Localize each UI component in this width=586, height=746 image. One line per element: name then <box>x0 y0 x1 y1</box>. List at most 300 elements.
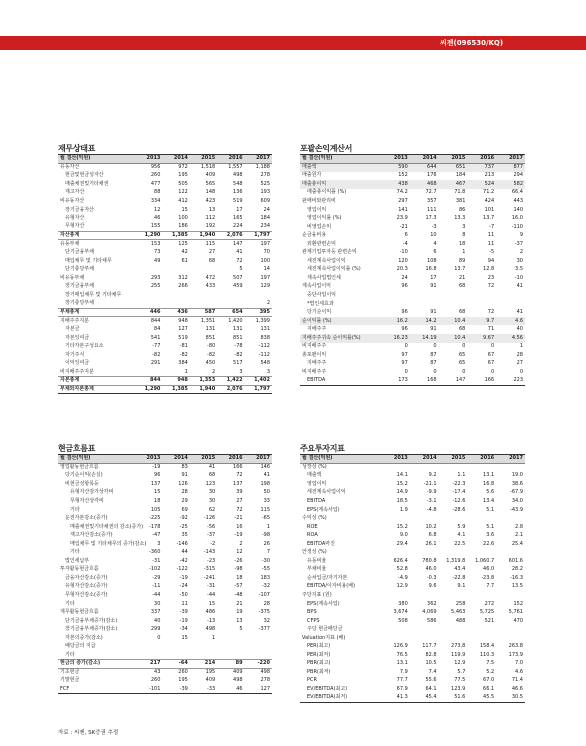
cell-value: 10.5 <box>425 660 437 667</box>
row-label: 부채총계 <box>58 308 135 317</box>
cell-value: -25 <box>179 523 188 530</box>
cell-value: -375 <box>258 609 270 616</box>
table-row <box>300 223 525 232</box>
table-row <box>58 197 272 206</box>
cell-value: 94 <box>487 257 495 264</box>
cell-value <box>135 651 162 660</box>
cell-value <box>381 625 410 634</box>
row-label: 유형자산감소(증가) <box>65 583 108 590</box>
row-label: 단기금융부채증가(감소) <box>65 617 118 624</box>
cell-value: 217 <box>135 660 162 669</box>
cell-value <box>381 300 410 309</box>
cell-value <box>467 625 496 634</box>
cell-value: -11 <box>152 583 161 590</box>
table-row <box>300 480 525 489</box>
cell-value: 0 <box>490 368 495 375</box>
cell-value: 446 <box>135 308 162 317</box>
cell-value: -4 <box>402 240 408 247</box>
table-row <box>58 257 272 266</box>
table-row <box>300 608 525 617</box>
cell-value <box>217 651 244 660</box>
cell-value <box>467 591 496 600</box>
cell-value: 498 <box>205 626 216 633</box>
row-label: 자본의증가(감소) <box>65 634 103 641</box>
cell-value <box>496 300 525 309</box>
cell-value: 41 <box>516 309 523 316</box>
cell-value: 5.9 <box>457 523 466 530</box>
cell-value: 23.9 <box>396 215 408 222</box>
cell-value: -178 <box>149 523 161 530</box>
cell-value: 844 <box>135 377 162 386</box>
cell-value: 29.4 <box>396 540 408 547</box>
cell-value: 601.6 <box>508 557 523 564</box>
table-row <box>58 497 272 506</box>
cell-value: 293 <box>150 274 161 281</box>
cell-value: -42 <box>179 557 188 564</box>
cell-value <box>381 463 410 472</box>
cell-value: 136 <box>233 189 243 196</box>
cell-value <box>381 591 410 600</box>
cell-value: 4.1 <box>457 532 466 539</box>
cell-value: 147 <box>233 240 243 247</box>
cell-value: 123 <box>205 480 216 487</box>
table-row <box>300 206 525 215</box>
cell-value: 105 <box>150 506 161 513</box>
cell-value: 83 <box>181 464 188 471</box>
table-row <box>58 600 272 609</box>
cell-value: -34 <box>179 626 188 633</box>
cell-value: -30 <box>261 557 270 564</box>
table-row <box>300 668 525 677</box>
cell-value: 1,319.8 <box>446 557 466 564</box>
cell-value: 183 <box>260 574 270 581</box>
cell-value: 101 <box>484 206 495 213</box>
cell-value: 13.3 <box>454 215 466 222</box>
cell-value: 100 <box>178 215 188 222</box>
cell-value: -44 <box>152 592 161 599</box>
row-label: 현금의 증가(감소) <box>58 660 135 669</box>
cell-value: 46.0 <box>425 566 437 573</box>
cell-value: -110 <box>511 223 523 230</box>
cell-value: 137 <box>233 480 243 487</box>
table-row <box>58 677 272 686</box>
cell-value: 1,385 <box>162 231 189 240</box>
cell-value: 2.1 <box>515 532 523 539</box>
cell-value: 1,422 <box>217 377 244 386</box>
cell-value: 26 <box>263 540 270 547</box>
table-row <box>300 694 525 703</box>
cell-value: 956 <box>150 164 161 171</box>
row-label: 순이익률 (%) <box>300 317 381 326</box>
cell-value: 472 <box>205 274 216 281</box>
cell-value: -98 <box>261 532 270 539</box>
cell-value: 120 <box>398 257 408 264</box>
cell-value: 3.5 <box>515 266 523 273</box>
cell-value: 166 <box>233 464 243 471</box>
cell-value: -23.8 <box>481 574 495 581</box>
cell-value: -225 <box>149 515 161 522</box>
cell-value: 62 <box>208 506 216 513</box>
row-label: 기타자본구성요소 <box>65 343 104 350</box>
cell-value: 50 <box>263 489 270 496</box>
cell-value: -92 <box>179 515 188 522</box>
cell-value: 82.8 <box>425 651 437 658</box>
cell-value: 198 <box>260 480 270 487</box>
row-label: 자본잉여금 <box>65 334 90 341</box>
cell-value: 67.0 <box>483 677 495 684</box>
column-header-year: 2014 <box>410 455 439 464</box>
cell-value: 20.3 <box>396 266 408 273</box>
cell-value: 1 <box>266 523 270 530</box>
cell-value: 155 <box>150 223 161 230</box>
cell-value <box>496 625 525 634</box>
cell-value: 38.6 <box>511 480 523 487</box>
cell-value: 948 <box>162 377 189 386</box>
cell-value: 15.2 <box>396 523 408 530</box>
cell-value: 192 <box>205 223 216 230</box>
cell-value: 67.9 <box>396 686 408 693</box>
cell-value: 11 <box>487 232 495 239</box>
table-row <box>58 634 272 643</box>
row-label: 이익잉여금 <box>65 360 90 367</box>
cell-value: 66.1 <box>483 686 495 693</box>
cell-value <box>217 634 244 643</box>
row-label: 운전자본감소(증가) <box>65 515 108 522</box>
cell-value: 2 <box>212 368 216 375</box>
cell-value: 1,797 <box>245 385 272 394</box>
row-label: 비지배주주지분 <box>60 368 94 375</box>
row-label: 영업이익률 (%) <box>307 215 342 222</box>
cell-value: 68 <box>208 257 216 264</box>
cell-value: 96 <box>401 326 408 333</box>
cell-value: 780.8 <box>422 557 437 564</box>
cell-value: 337 <box>150 609 161 616</box>
row-label: 재고자산 <box>65 189 85 196</box>
row-label: 기타 <box>65 651 75 658</box>
cell-value: 395 <box>245 308 272 317</box>
cell-value: 260 <box>150 677 161 684</box>
cell-value: 1,060.7 <box>475 557 495 564</box>
table-row <box>58 625 272 634</box>
cell-value: 55.6 <box>425 677 437 684</box>
cell-value: 4.6 <box>515 668 523 675</box>
cell-value: 297 <box>398 198 408 204</box>
table-row <box>58 291 272 300</box>
table-row <box>58 660 272 669</box>
cell-value: 5.1 <box>486 506 495 513</box>
cell-value: 117.7 <box>422 643 437 650</box>
column-header-year: 2015 <box>439 155 468 164</box>
cell-value: 0 <box>462 368 466 375</box>
cell-value: 16.2 <box>381 317 410 326</box>
column-header-year: 2013 <box>135 155 162 164</box>
cell-value: 72.7 <box>425 189 437 196</box>
cell-value: 5.6 <box>486 489 495 496</box>
cell-value: -80 <box>207 343 216 350</box>
table-row <box>58 668 272 677</box>
cell-value: 1,399 <box>255 317 270 324</box>
column-header-year: 2017 <box>245 455 272 464</box>
cell-value: 27 <box>208 249 216 256</box>
cell-value: -4.9 <box>398 574 408 581</box>
cell-value: 519 <box>233 198 243 204</box>
cell-value: 851 <box>205 334 216 341</box>
cell-value: -102 <box>149 566 161 573</box>
row-label: 주당 현금배당금 <box>307 626 343 633</box>
table-row <box>300 489 525 498</box>
cell-value: 412 <box>178 198 188 204</box>
cell-value: 424 <box>484 198 495 204</box>
cell-value: 357 <box>427 198 437 204</box>
cell-value: 737 <box>467 163 496 172</box>
table-row <box>58 385 272 394</box>
cell-value: 505 <box>178 180 188 187</box>
table-row <box>58 343 272 352</box>
cell-value: 223 <box>496 377 525 386</box>
table-row <box>58 583 272 592</box>
cell-value: 39 <box>236 489 243 496</box>
cell-value: -2 <box>210 540 216 547</box>
cell-value: 22.5 <box>454 540 466 547</box>
cell-value: 91 <box>430 326 437 333</box>
cell-value: 30 <box>208 489 216 496</box>
cell-value: 18 <box>459 240 466 247</box>
cell-value: 19 <box>236 609 243 616</box>
row-label: PBR(최저) <box>307 668 331 675</box>
cell-value: 112 <box>205 215 216 222</box>
cell-value: 195 <box>178 677 188 684</box>
company-ticker-title: 씨젠(096530/KQ) <box>440 39 504 47</box>
cell-value: 74.2 <box>396 189 408 196</box>
row-label: 비현금성항목등 <box>65 480 99 487</box>
row-label: CFPS <box>307 617 320 624</box>
cell-value: -37 <box>514 240 523 247</box>
cell-value: 436 <box>162 308 189 317</box>
column-header-year: 2016 <box>467 155 496 164</box>
cell-value <box>410 625 439 634</box>
cell-value: 272 <box>484 600 495 607</box>
table-row <box>58 591 272 600</box>
column-header-label: 월 결산(억원) <box>58 155 135 164</box>
cell-value: 28 <box>181 489 188 496</box>
cell-value <box>190 266 217 275</box>
cell-value: 278 <box>260 172 270 179</box>
cell-value: 443 <box>513 198 523 204</box>
cell-value: -39 <box>179 609 188 616</box>
cell-value <box>190 643 217 652</box>
cell-value: 582 <box>496 180 525 189</box>
cell-value: 68 <box>208 472 216 479</box>
cell-value: -26 <box>234 557 243 564</box>
cell-value: 140 <box>513 206 523 213</box>
table-row <box>300 351 525 360</box>
cell-value: 18.5 <box>396 498 408 504</box>
row-label: 영업이익 <box>307 480 327 487</box>
cell-value: -56 <box>207 523 216 530</box>
cell-value: 65 <box>459 360 466 367</box>
cell-value <box>410 634 439 643</box>
cell-value: -67.9 <box>510 489 523 496</box>
cell-value: 72 <box>487 309 495 316</box>
cell-value: 126.9 <box>393 643 408 650</box>
cell-value: 266 <box>178 283 188 290</box>
cell-value: 14.19 <box>410 334 439 343</box>
table-row <box>58 360 272 369</box>
column-header-year: 2016 <box>217 455 244 464</box>
row-label: 기타 <box>70 549 80 556</box>
cell-value <box>496 291 525 300</box>
cell-value: 258 <box>455 600 466 607</box>
cell-value: 0 <box>462 343 466 350</box>
table-row <box>300 651 525 660</box>
cell-value: 197 <box>260 240 270 247</box>
cell-value: 86 <box>459 206 466 213</box>
column-header-year: 2017 <box>245 155 272 164</box>
cell-value: 1,518 <box>200 164 216 171</box>
cell-value <box>467 634 496 643</box>
cell-value: 87 <box>430 360 437 367</box>
cell-value: 173 <box>381 377 410 386</box>
cell-value: 384 <box>178 360 188 367</box>
row-label: 지배주주 <box>307 360 327 367</box>
column-header-year: 2013 <box>381 455 410 464</box>
cell-value: 71.8 <box>454 189 466 196</box>
row-label: 판매비와관리비 <box>302 198 336 204</box>
cell-value: 45.5 <box>467 694 496 703</box>
cell-value <box>496 463 525 472</box>
column-header-year: 2015 <box>190 455 217 464</box>
cell-value <box>217 643 244 652</box>
column-header-year: 2016 <box>467 455 496 464</box>
cell-value: -220 <box>245 660 272 669</box>
cell-value: 517 <box>233 360 243 367</box>
table-row <box>300 497 525 506</box>
cell-value: 0 <box>157 634 161 641</box>
table-row <box>300 300 525 309</box>
row-label: EPS(계속사업) <box>307 600 340 607</box>
cell-value: 4 <box>433 240 437 247</box>
cell-value: 23 <box>487 274 495 281</box>
column-header-year: 2013 <box>381 155 410 164</box>
cell-value: 21 <box>236 600 243 607</box>
column-header-year: 2014 <box>410 155 439 164</box>
cell-value: 68 <box>459 326 466 333</box>
cell-value: 851 <box>233 334 243 341</box>
report-header-bar <box>0 36 586 50</box>
cell-value <box>381 634 410 643</box>
table-row <box>300 308 525 317</box>
cell-value: 16.0 <box>511 215 523 222</box>
cell-value: 51.6 <box>439 694 468 703</box>
row-label: 재고자산감소(증가) <box>70 532 113 539</box>
cell-value: 273.8 <box>451 643 466 650</box>
cell-value: 1,385 <box>162 385 189 394</box>
table-row <box>58 480 272 489</box>
cell-value: 97 <box>401 351 408 358</box>
cell-value: -10 <box>399 249 408 256</box>
cell-value: 173.9 <box>508 651 523 658</box>
cash-flow-table <box>58 454 272 694</box>
cell-value: 110.3 <box>479 651 495 658</box>
table-row <box>58 214 272 223</box>
column-header-year: 2017 <box>496 155 525 164</box>
cell-value: 14 <box>263 266 270 273</box>
table-row <box>58 377 272 386</box>
cell-value: 5.7 <box>457 668 466 675</box>
cell-value: -82 <box>152 351 161 358</box>
cell-value: 165 <box>233 215 243 222</box>
table-header-row <box>58 455 272 464</box>
cell-value: 5,761 <box>508 609 523 616</box>
cell-value: 61 <box>181 257 188 264</box>
cell-value: 1.9 <box>399 506 408 513</box>
cell-value: 21 <box>459 274 466 281</box>
table-row <box>300 257 525 266</box>
cell-value: 129 <box>260 283 270 290</box>
row-label: 매출채권및기타채권의 감소(증가) <box>70 523 144 530</box>
row-label: ROA <box>307 532 318 539</box>
table-row <box>300 540 525 549</box>
cell-value: -4.8 <box>426 506 437 513</box>
cell-value: -12.6 <box>452 498 466 504</box>
cell-value: 7.0 <box>515 660 523 667</box>
cell-value: 91 <box>430 309 437 316</box>
table-row <box>58 206 272 215</box>
cell-value: -82 <box>179 351 188 358</box>
cell-value: 15.2 <box>396 480 408 487</box>
cell-value: 234 <box>260 223 270 230</box>
cell-value: 71 <box>487 326 495 333</box>
table-row <box>300 291 525 300</box>
cell-value: 17 <box>236 206 243 213</box>
cell-value: 1,797 <box>245 231 272 240</box>
cell-value <box>381 514 410 523</box>
table-row <box>58 651 272 660</box>
table-row <box>300 574 525 583</box>
row-label: 자기주식 <box>65 351 85 358</box>
table-row <box>58 523 272 532</box>
row-label: 수익성 (%) <box>302 515 327 522</box>
cell-value: 626.4 <box>393 557 408 564</box>
row-label: 매출원가 <box>302 172 322 179</box>
table-row <box>300 214 525 223</box>
cell-value: 88 <box>154 189 161 196</box>
row-label: BPS <box>307 609 317 616</box>
table-row <box>300 549 525 558</box>
table-row <box>58 514 272 523</box>
table-row <box>58 317 272 326</box>
cell-value: 41.3 <box>381 694 410 703</box>
row-label: 장기충당부채 <box>65 300 94 307</box>
table-row <box>300 163 525 172</box>
cell-value: 43.4 <box>454 566 466 573</box>
table-header-row <box>300 155 525 164</box>
cell-value: -98 <box>234 566 243 573</box>
cell-value: 44 <box>181 549 188 556</box>
cell-value: 77.7 <box>396 677 408 684</box>
cell-value: 948 <box>178 317 188 324</box>
cell-value: 137 <box>150 480 161 487</box>
cell-value: 89 <box>217 660 244 669</box>
row-label: 계속사업법인세 <box>307 274 341 281</box>
cell-value: 13 <box>236 617 243 624</box>
row-label: 무형자산 <box>65 223 85 230</box>
row-label: 세전계속사업이익 <box>307 489 346 496</box>
cell-value: 3 <box>462 223 466 230</box>
cell-value: 409 <box>205 677 216 684</box>
cell-value: 409 <box>233 669 243 676</box>
cell-value: 67 <box>487 351 495 358</box>
